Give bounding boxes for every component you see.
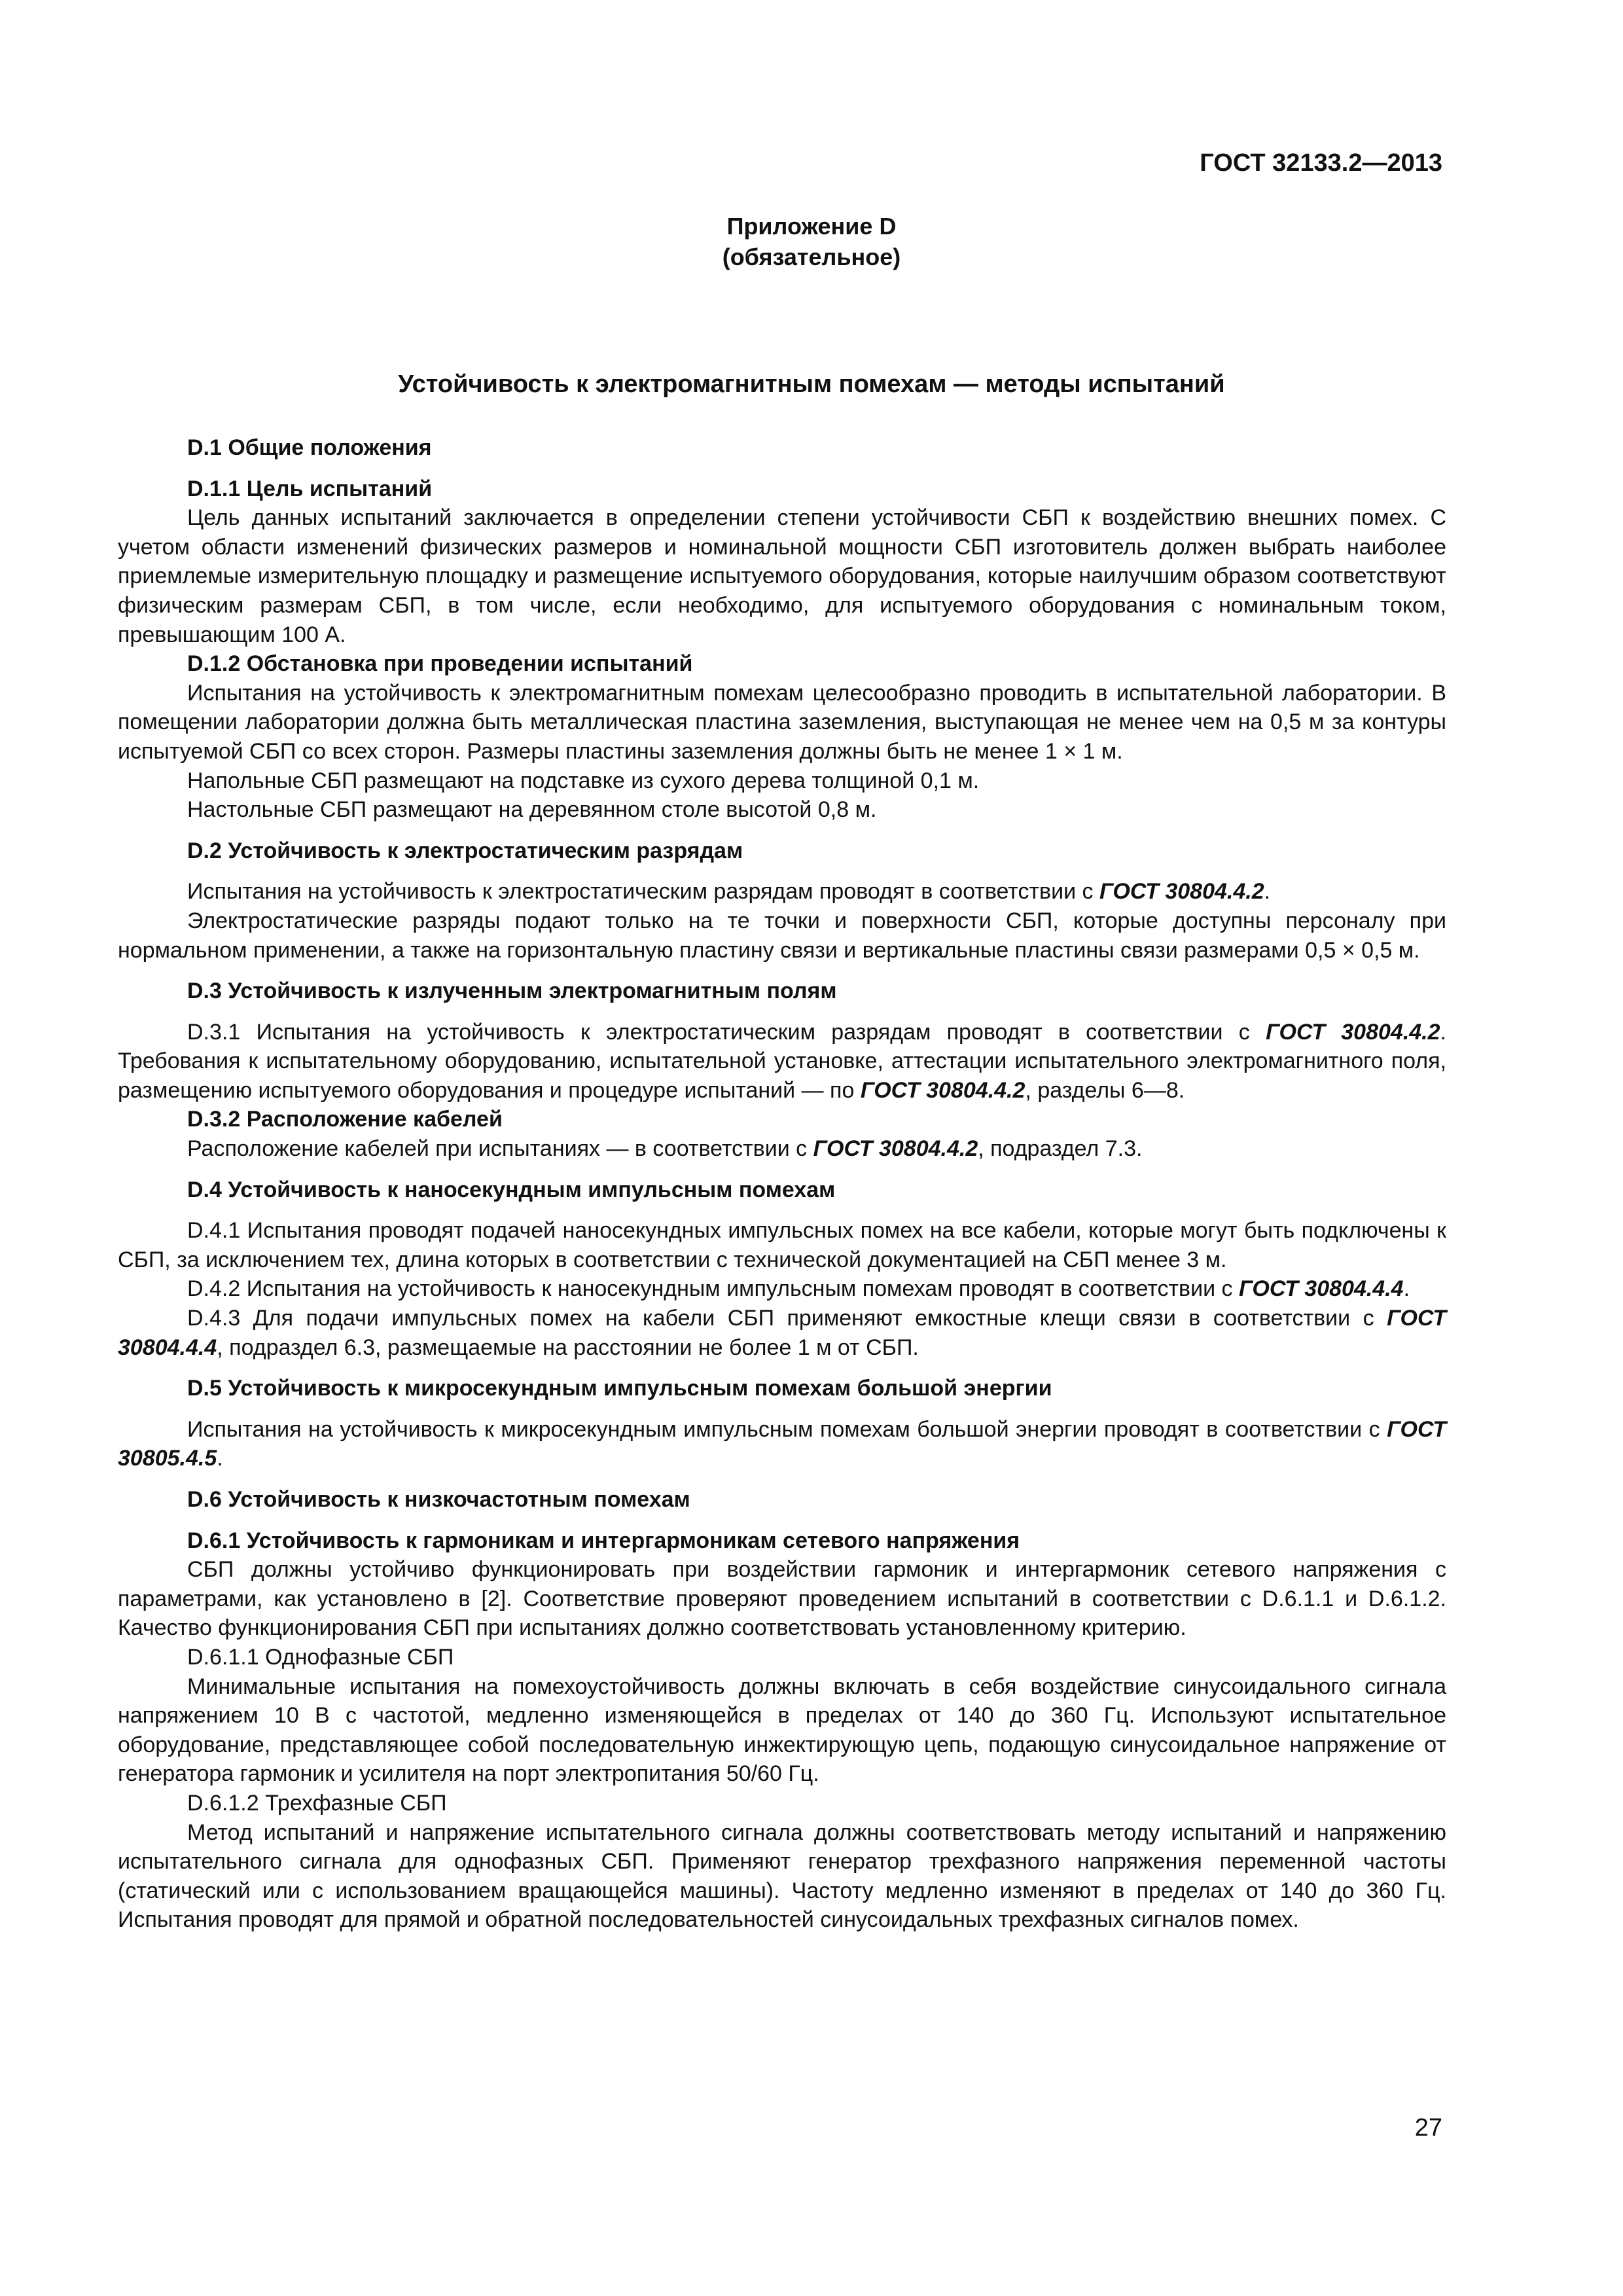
page-number: 27 <box>1414 2114 1442 2142</box>
paragraph-d43: D.4.3 Для подачи импульсных помех на кабели СБП применяют емкостные клещи связи в соответствии с ГОСТ 30804.4.4, подраздел 6.3, размещаемые на расстоянии не более 1 м от СБП. <box>118 1306 1446 1360</box>
standard-reference: ГОСТ 30804.4.2 <box>1266 1019 1440 1045</box>
standard-reference: ГОСТ 30805.4.5 <box>118 1416 1446 1471</box>
paragraph-d41: D.4.1 Испытания проводят подачей наносекундных импульсных помех на все кабели, которые могут быть подключены к СБП, за исключением тех, длина которых в соответствии с технической документацией на СБП менее 3 м. <box>118 1218 1446 1272</box>
paragraph-d2-2: Электростатические разряды подают только на те точки и поверхности СБП, которые доступны персоналу при нормальном применении, а также на горизонтальную пластину связи и вертикальные пластины связи размерами 0,5 × 0,5 м. <box>118 908 1446 963</box>
paragraph-d612: Метод испытаний и напряжение испытательного сигнала должны соответствовать методу испытаний и напряжению испытательного сигнала для однофазных СБП. Применяют генератор трехфазного напряжения переменной частоты (статический или с использованием вращающейся машины). Частоту медленно изменяют в пределах от 140 до 360 Гц. Испытания проводят для прямой и обратной последовательностей синусоидальных трехфазных сигналов помех. <box>118 1820 1446 1933</box>
subsection-heading-d12: D.1.2 Обстановка при проведении испытаний <box>187 651 693 677</box>
paragraph-d12: Испытания на устойчивость к электромагнитным помехам целесообразно проводить в испытательной лаборатории. В помещении лаборатории должна быть металлическая пластина заземления, выступающая не менее чем на 0,5 м за контуры испытуемой СБП со всех сторон. Размеры пластины заземления должны быть не менее 1 × 1 м. <box>118 680 1446 764</box>
standard-reference: ГОСТ 30804.4.2 <box>813 1136 978 1162</box>
standard-reference: ГОСТ 30804.4.2 <box>1099 879 1264 905</box>
section-heading-d1: D.1 Общие положения <box>187 435 432 460</box>
paragraph-d5: Испытания на устойчивость к микросекундным импульсным помехам большой энергии проводят в соответствии с ГОСТ 30805.4.5. <box>118 1416 1446 1471</box>
standard-reference: ГОСТ 30804.4.4 <box>1238 1276 1404 1302</box>
annex-header <box>0 211 1623 272</box>
subsection-label-d612: D.6.1.2 Трехфазные СБП <box>187 1790 447 1816</box>
standard-reference: ГОСТ 30804.4.2 <box>860 1077 1026 1103</box>
document-body <box>118 433 1446 1935</box>
section-heading-d2: D.2 Устойчивость к электростатическим разрядам <box>187 838 743 863</box>
paragraph-d31: D.3.1 Испытания на устойчивость к электростатическим разрядам проводят в соответствии с ГОСТ 30804.4.2. Требования к испытательному оборудованию, испытательной установке, аттестации испытательного электромагнитного поля, размещению испытуемого оборудования и процедуре испытаний — по ГОСТ 30804.4.2, разделы 6—8. <box>118 1019 1446 1103</box>
section-heading-d4: D.4 Устойчивость к наносекундным импульсным помехам <box>187 1177 836 1202</box>
page-title: Устойчивость к электромагнитным помехам — методы испытаний <box>398 370 1225 398</box>
paragraph-d611: Минимальные испытания на помехоустойчивость должны включать в себя воздействие синусоидального сигнала напряжением 10 В с частотой, медленно изменяющейся в пределах от 140 до 360 Гц. Используют испытательное оборудование, представляющее собой последовательную инжектирующую цепь, подающую синусоидальное напряжение от генератора гармоник и усилителя на порт электропитания 50/60 Гц. <box>118 1674 1446 1787</box>
paragraph-d61: СБП должны устойчиво функционировать при воздействии гармоник и интергармоник сетевого напряжения с параметрами, как установлено в [2]. Соответствие проверяют проведением испытаний в соответствии с D.6.1.1 и D.6.1.2. Качество функционирования СБП при испытаниях должно соответствовать установленному критерию. <box>118 1557 1446 1641</box>
paragraph-d11: Цель данных испытаний заключается в определении степени устойчивости СБП к воздействию внешних помех. С учетом области изменений физических размеров и номинальной мощности СБП изготовитель должен выбрать наиболее приемлемые измерительную площадку и размещение испытуемого оборудования, которые наилучшим образом соответствуют физическим размерам СБП, в том числе, если необходимо, для испытуемого оборудования с номинальным током, превышающим 100 А. <box>118 505 1446 647</box>
paragraph-d12-floor: Напольные СБП размещают на подставке из сухого дерева толщиной 0,1 м. <box>187 768 980 793</box>
paragraph-d32: Расположение кабелей при испытаниях — в соответствии с ГОСТ 30804.4.2, подраздел 7.3. <box>187 1136 1143 1162</box>
annex-label: Приложение D <box>726 213 897 240</box>
annex-status: (обязательное) <box>722 243 901 270</box>
section-heading-d3: D.3 Устойчивость к излученным электромагнитным полям <box>187 978 837 1004</box>
paragraph-d2-1: Испытания на устойчивость к электростатическим разрядам проводят в соответствии с ГОСТ 30804.4.2. <box>187 879 1271 905</box>
subsection-heading-d11: D.1.1 Цель испытаний <box>187 476 433 501</box>
section-heading-d5: D.5 Устойчивость к микросекундным импульсным помехам большой энергии <box>187 1376 1052 1401</box>
subsection-heading-d61: D.6.1 Устойчивость к гармоникам и интергармоникам сетевого напряжения <box>187 1528 1020 1553</box>
subsection-heading-d32: D.3.2 Расположение кабелей <box>187 1107 503 1132</box>
standard-reference: ГОСТ 30804.4.4 <box>118 1306 1446 1360</box>
paragraph-d12-table: Настольные СБП размещают на деревянном столе высотой 0,8 м. <box>187 797 877 823</box>
section-heading-d6: D.6 Устойчивость к низкочастотным помехам <box>187 1487 690 1512</box>
paragraph-d42: D.4.2 Испытания на устойчивость к наносекундным импульсным помехам проводят в соответствии с ГОСТ 30804.4.4. <box>187 1276 1410 1302</box>
subsection-label-d611: D.6.1.1 Однофазные СБП <box>187 1644 454 1670</box>
document-code: ГОСТ 32133.2—2013 <box>1200 149 1442 177</box>
